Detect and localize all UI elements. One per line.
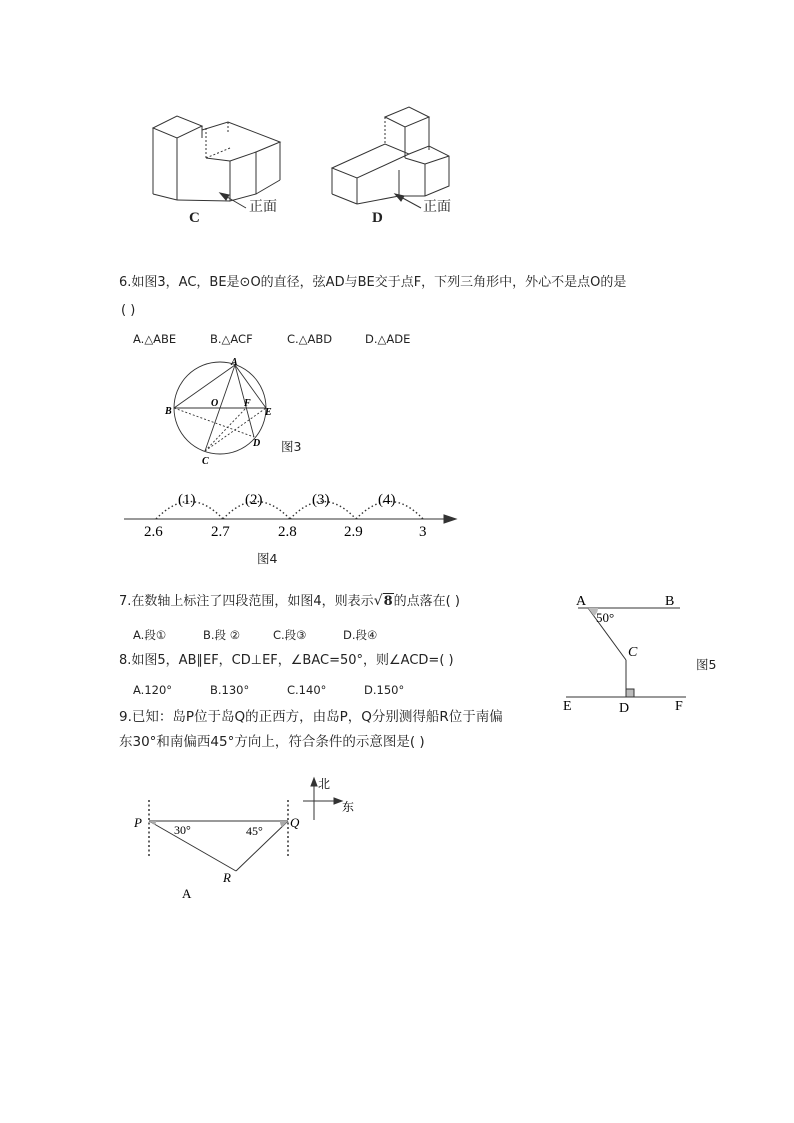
fig5-point-b: B [665, 594, 675, 609]
fig9-north: 北 [318, 777, 331, 791]
question-7-option-a: A.段① [133, 628, 167, 642]
question-7-option-c: C.段③ [273, 628, 307, 642]
fig4-tick-3: 3 [419, 524, 427, 540]
fig5-point-d: D [619, 701, 630, 716]
question-8-option-a: A.120° [133, 683, 173, 697]
figure-c-label: C [189, 210, 200, 226]
question-7-option-b: B.段 ② [203, 628, 241, 642]
question-8-option-b: B.130° [210, 683, 250, 697]
figure-4-number-line [120, 482, 460, 542]
fig4-tick-2-6: 2.6 [144, 524, 163, 540]
figure-5-caption: 图5 [696, 657, 717, 672]
sqrt-symbol: √ [373, 593, 383, 609]
fig9-angle-q: 45° [246, 824, 263, 838]
radicand: 8 [383, 594, 393, 609]
fig4-tick-2-7: 2.7 [211, 524, 230, 540]
figure-d-front-label: 正面 [423, 199, 451, 215]
question-8-stem: 8.如图5，AB∥EF，CD⊥EF，∠BAC=50°，则∠ACD=( ) [119, 653, 454, 668]
fig4-tick-2-9: 2.9 [344, 524, 363, 540]
figure-c-front-label: 正面 [249, 199, 277, 215]
fig9-point-p: P [134, 815, 142, 830]
question-6-option-d: D.△ADE [365, 332, 411, 346]
question-6-option-a: A.△ABE [133, 332, 177, 346]
question-7-stem [119, 592, 460, 611]
figure-d-label: D [372, 210, 383, 226]
fig4-segment-1: (1) [178, 492, 196, 508]
fig3-point-b: B [165, 406, 172, 417]
question-7-stem-after: 的点落在( ) [393, 594, 460, 609]
fig4-tick-2-8: 2.8 [278, 524, 297, 540]
question-8-option-c: C.140° [287, 683, 327, 697]
question-9-line-1: 9.已知：岛P位于岛Q的正西方，由岛P，Q分别测得船R位于南偏 [119, 709, 503, 725]
fig5-point-a: A [576, 594, 587, 609]
fig3-point-a: A [231, 357, 238, 368]
question-9-line-2: 东30°和南偏西45°方向上，符合条件的示意图是( ) [119, 734, 425, 750]
fig3-point-e: E [265, 407, 272, 418]
figure-5-parallel-lines [558, 590, 698, 720]
fig5-angle: 50° [596, 610, 615, 625]
fig5-point-c: C [628, 645, 638, 660]
fig9-angle-p: 30° [174, 823, 191, 837]
fig9-point-q: Q [290, 815, 300, 830]
question-7-stem-before: 7.在数轴上标注了四段范围，如图4，则表示 [119, 594, 374, 609]
question-6-blank: ( ) [121, 303, 136, 318]
figure-3-circle-diagram [160, 355, 285, 470]
fig4-segment-3: (3) [312, 492, 330, 508]
fig4-segment-2: (2) [245, 492, 263, 508]
question-6-option-c: C.△ABD [287, 332, 333, 346]
fig3-point-d: D [253, 438, 261, 449]
fig5-point-f: F [675, 699, 683, 714]
fig9-east: 东 [342, 800, 355, 814]
fig9-option-a-label: A [182, 886, 192, 901]
figure-3-caption: 图3 [281, 439, 302, 454]
question-6-stem: 6.如图3，AC，BE是⊙O的直径，弦AD与BE交于点F，下列三角形中，外心不是点O的是 [119, 275, 627, 290]
fig9-point-r: R [223, 870, 231, 885]
fig3-point-o: O [211, 398, 219, 409]
fig3-point-f: F [244, 398, 251, 409]
figure-9a-bearing-diagram [128, 770, 368, 905]
question-8-option-d: D.150° [364, 683, 405, 697]
fig4-segment-4: (4) [378, 492, 396, 508]
question-7-option-d: D.段④ [343, 628, 378, 642]
figure-4-caption: 图4 [257, 551, 278, 566]
fig3-point-c: C [202, 456, 209, 467]
fig5-point-e: E [563, 699, 572, 714]
question-6-option-b: B.△ACF [210, 332, 253, 346]
